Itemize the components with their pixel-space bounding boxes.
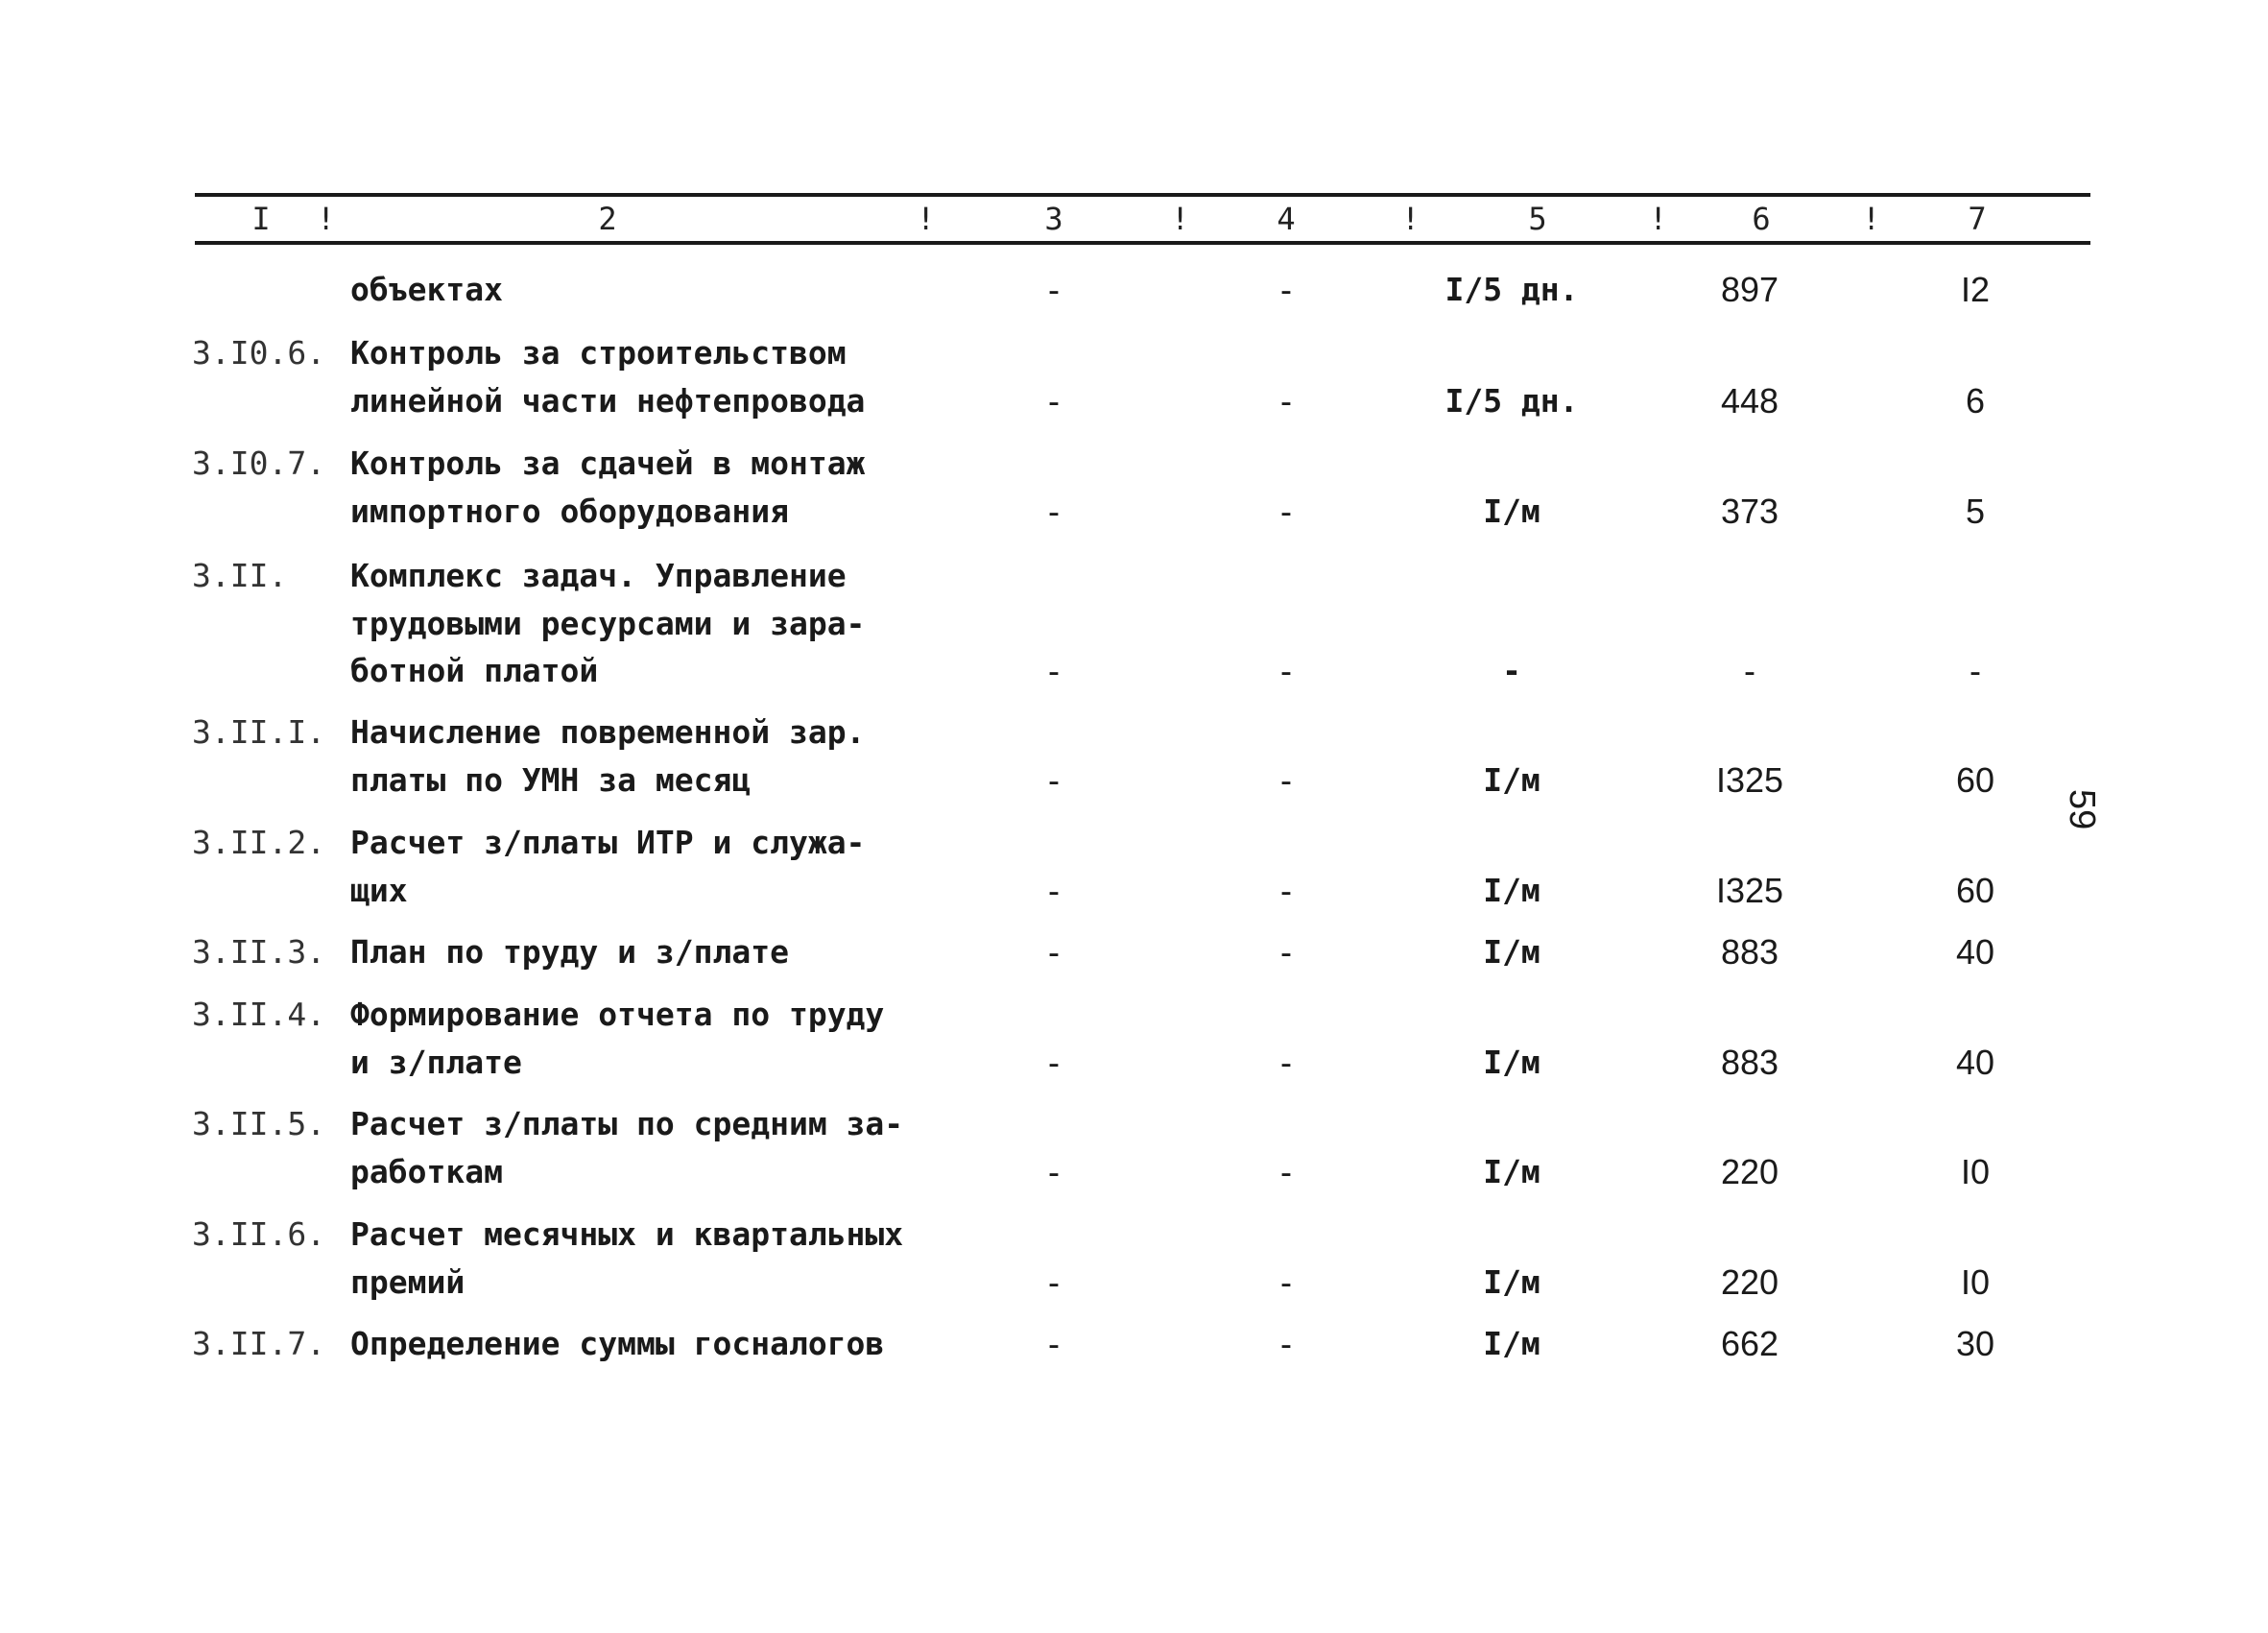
cell-col-4: - (1280, 1042, 1292, 1082)
cell-col-7: I2 (1960, 270, 1991, 309)
cell-col-3: - (1048, 1324, 1060, 1363)
cell-col-5: I/м (1483, 1152, 1540, 1190)
item-description-line: платы по УМН за месяц (350, 760, 752, 799)
item-number: 3.II.5. (192, 1105, 326, 1142)
item-description-line: линейной части нефтепровода (350, 381, 866, 420)
header-separator: ! (1862, 201, 1881, 237)
header-separator: ! (1649, 201, 1668, 237)
item-description-line: ботной платой (350, 652, 599, 689)
header-col-3: 3 (1044, 201, 1063, 237)
item-number: 3.II.7. (192, 1325, 326, 1362)
cell-col-3: - (1048, 1151, 1060, 1191)
cell-col-3: - (1048, 380, 1060, 420)
page-number: 59 (2062, 789, 2102, 830)
header-separator: ! (1171, 201, 1190, 237)
header-col-5: 5 (1528, 201, 1547, 237)
cell-col-4: - (1280, 491, 1292, 531)
cell-col-5: I/м (1483, 871, 1540, 909)
cell-col-6: 373 (1720, 491, 1779, 531)
cell-col-5: I/м (1483, 1325, 1540, 1362)
cell-col-5: I/м (1483, 1043, 1540, 1081)
cell-col-6: 448 (1720, 380, 1779, 420)
cell-col-4: - (1280, 270, 1292, 309)
cell-col-6: 883 (1720, 1042, 1779, 1082)
table-header-rule (195, 241, 2090, 245)
header-separator: ! (917, 201, 936, 237)
cell-col-3: - (1048, 759, 1060, 800)
item-description-line: Формирование отчета по труду (350, 996, 885, 1033)
cell-col-4: - (1280, 651, 1292, 690)
cell-col-3: - (1048, 270, 1060, 309)
cell-col-6: I325 (1715, 759, 1784, 800)
item-number: 3.II.I. (192, 713, 326, 751)
item-description-line: Комплекс задач. Управление (350, 557, 847, 594)
cell-col-4: - (1280, 1151, 1292, 1191)
cell-col-6: 220 (1720, 1261, 1779, 1302)
table-top-rule (195, 193, 2090, 197)
item-description-line: План по труду и з/плате (350, 933, 789, 971)
cell-col-3: - (1048, 651, 1060, 690)
cell-col-4: - (1280, 759, 1292, 800)
item-number: 3.II.2. (192, 824, 326, 861)
header-col-6: 6 (1752, 201, 1771, 237)
cell-col-7: I0 (1960, 1261, 1991, 1302)
cell-col-5: I/м (1483, 1262, 1540, 1301)
cell-col-4: - (1280, 1324, 1292, 1363)
header-col-1: I (251, 201, 271, 237)
header-col-4: 4 (1277, 201, 1296, 237)
item-description-line: Расчет з/платы ИТР и служа- (350, 824, 866, 861)
item-number: 3.II. (192, 557, 288, 594)
cell-col-6: 220 (1720, 1151, 1779, 1191)
item-description-line: Начисление повременной зар. (350, 713, 866, 751)
cell-col-6: 662 (1720, 1324, 1779, 1363)
cell-col-7: 30 (1955, 1324, 1995, 1363)
item-description-line: Расчет з/платы по средним за- (350, 1105, 904, 1142)
cell-col-7: - (1970, 651, 1981, 690)
item-description-line: и з/плате (350, 1043, 522, 1081)
item-number: 3.II.4. (192, 996, 326, 1033)
cell-col-5: I/м (1483, 933, 1540, 971)
cell-col-7: 60 (1955, 870, 1995, 910)
item-description-line: премий (350, 1262, 466, 1301)
cell-col-3: - (1048, 1042, 1060, 1082)
cell-col-7: 5 (1965, 491, 1986, 531)
cell-col-5: I/5 дн. (1444, 271, 1579, 308)
cell-col-5: I/5 дн. (1444, 381, 1579, 420)
header-col-7: 7 (1968, 201, 1987, 237)
item-number: 3.II.3. (192, 933, 326, 971)
cell-col-6: 883 (1720, 932, 1779, 972)
item-description-line: работкам (350, 1152, 503, 1190)
cell-col-3: - (1048, 870, 1060, 910)
cell-col-5: - (1502, 652, 1521, 689)
cell-col-5: I/м (1483, 760, 1540, 799)
item-description-line: Контроль за строительством (350, 334, 847, 372)
item-description-line: щих (350, 871, 408, 909)
item-description-line: Расчет месячных и квартальных (350, 1215, 904, 1253)
cell-col-3: - (1048, 932, 1060, 972)
cell-col-4: - (1280, 932, 1292, 972)
header-separator: ! (1401, 201, 1420, 237)
cell-col-7: 40 (1955, 1042, 1995, 1082)
cell-col-6: I325 (1715, 870, 1784, 910)
cell-col-7: 60 (1955, 759, 1995, 800)
cell-col-3: - (1048, 491, 1060, 531)
cell-col-4: - (1280, 1261, 1292, 1302)
item-description-line: объектах (350, 271, 503, 308)
header-col-2: 2 (598, 201, 617, 237)
item-number: 3.II.6. (192, 1215, 326, 1253)
cell-col-6: - (1744, 651, 1755, 690)
item-description-line: Контроль за сдачей в монтаж (350, 444, 866, 482)
cell-col-7: I0 (1960, 1151, 1991, 1191)
cell-col-4: - (1280, 380, 1292, 420)
item-description-line: импортного оборудования (350, 492, 789, 530)
header-separator: ! (317, 201, 336, 237)
cell-col-7: 6 (1965, 380, 1986, 420)
cell-col-7: 40 (1955, 932, 1995, 972)
cell-col-4: - (1280, 870, 1292, 910)
item-description-line: Определение суммы госналогов (350, 1325, 885, 1362)
item-description-line: трудовыми ресурсами и зара- (350, 604, 866, 642)
item-number: 3.I0.7. (192, 444, 326, 482)
item-number: 3.I0.6. (192, 334, 326, 372)
cell-col-3: - (1048, 1261, 1060, 1302)
cell-col-6: 897 (1720, 270, 1779, 309)
cell-col-5: I/м (1483, 492, 1540, 530)
